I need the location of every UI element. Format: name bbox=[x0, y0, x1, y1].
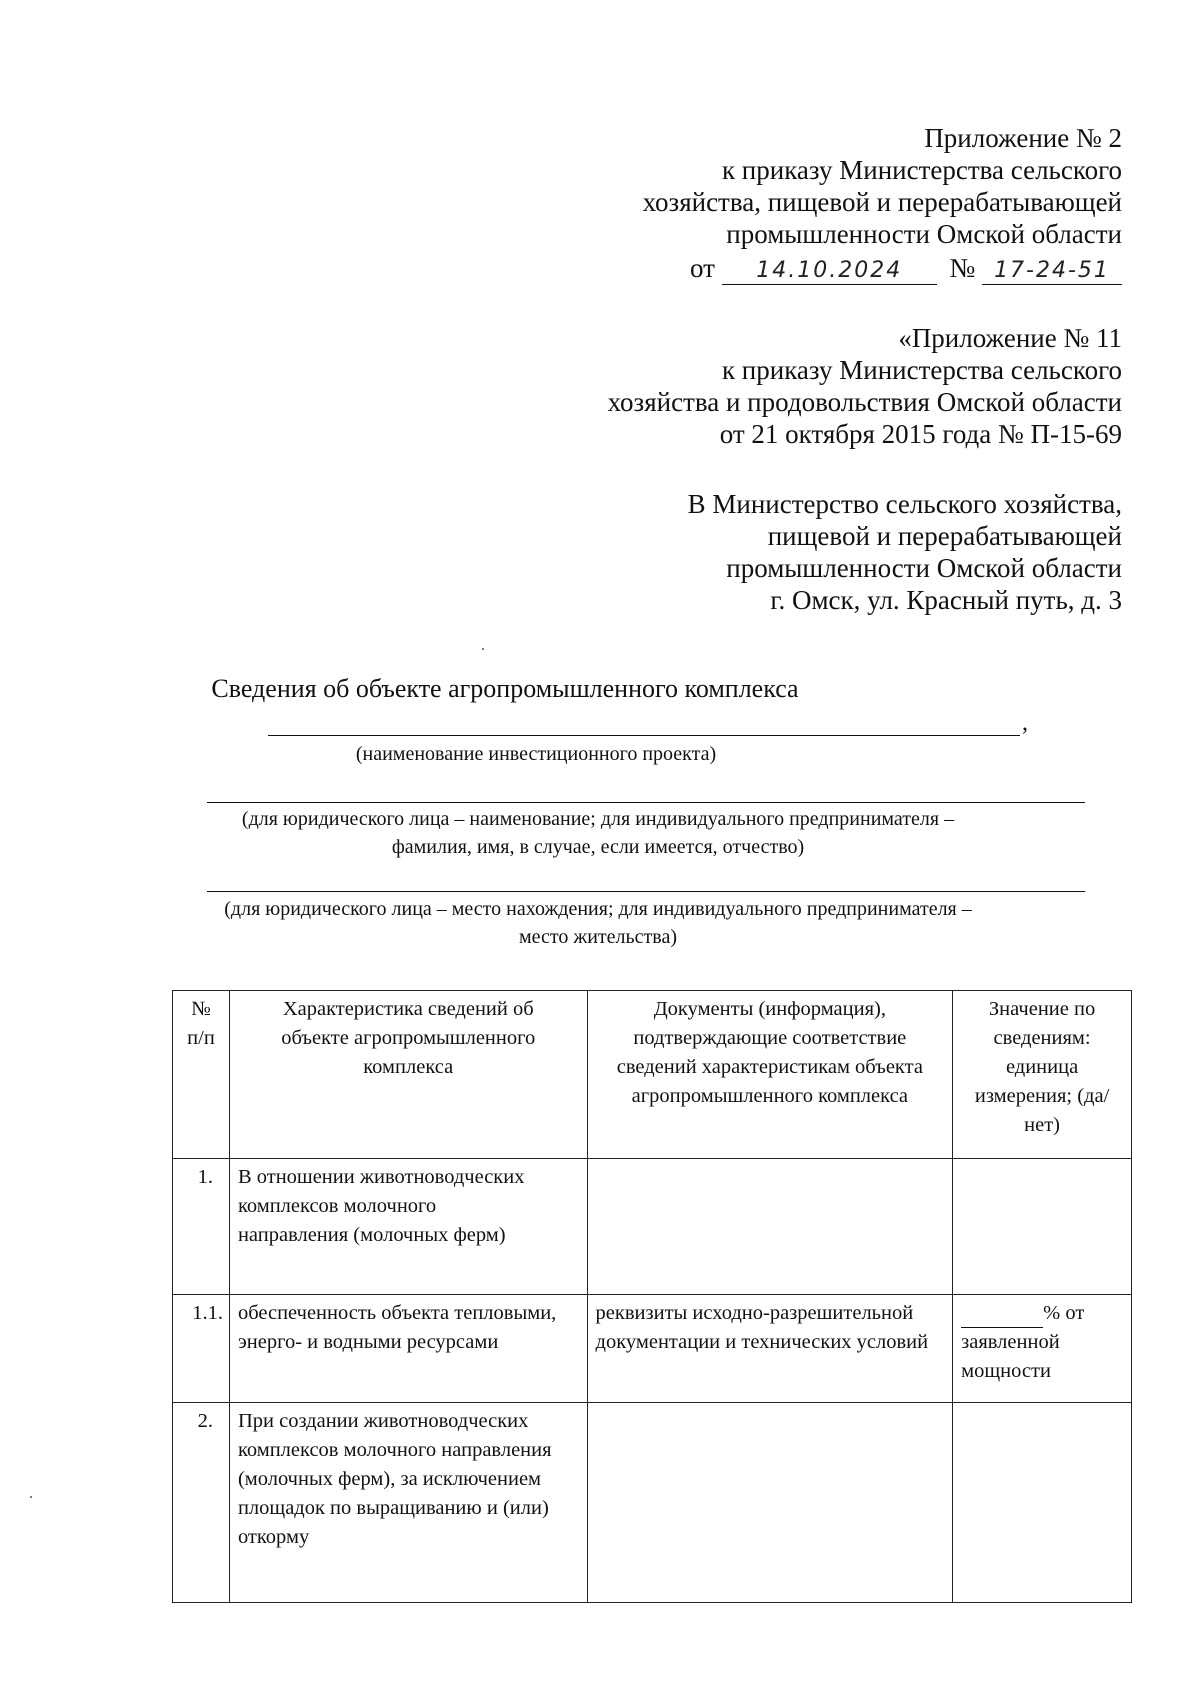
header-value: Значение по сведениям: единица измерения; (да/нет) bbox=[953, 991, 1132, 1159]
row-characteristic: В отношении животноводческих комплексов молочного направления (молочных ферм) bbox=[229, 1159, 587, 1295]
entity-address-caption-2: место жительства) bbox=[519, 926, 677, 948]
form-title: Сведения об объекте агропромышленного комплекса bbox=[211, 674, 799, 703]
table-row bbox=[173, 1295, 1132, 1403]
appendix11-header bbox=[608, 322, 1122, 450]
row-value bbox=[953, 1159, 1132, 1295]
value-suffix: % от заявленной мощности bbox=[961, 1302, 1085, 1382]
row-value bbox=[953, 1403, 1132, 1603]
entity-name-line bbox=[207, 802, 1085, 803]
row-documents bbox=[587, 1403, 953, 1603]
row-value bbox=[953, 1295, 1132, 1403]
addressee-line: В Министерство сельского хозяйства, bbox=[687, 489, 1122, 519]
appendix-line: к приказу Министерства сельского bbox=[721, 155, 1122, 185]
project-name-caption: (наименование инвестиционного проекта) bbox=[355, 743, 717, 765]
order-date-number bbox=[643, 252, 1122, 285]
appendix11-title: «Приложение № 11 bbox=[898, 323, 1122, 353]
row-documents: реквизиты исходно-разрешительной документации и технических условий bbox=[587, 1295, 953, 1403]
addressee-line: г. Омск, ул. Красный путь, д. 3 bbox=[770, 585, 1122, 615]
order-date-field bbox=[722, 255, 937, 285]
percent-blank bbox=[961, 1307, 1043, 1328]
entity-address-line bbox=[207, 891, 1085, 892]
row-number: 1. bbox=[173, 1159, 230, 1295]
addressee-line: пищевой и перерабатывающей bbox=[767, 521, 1122, 551]
table-header-row bbox=[173, 991, 1132, 1159]
entity-address-caption-1: (для юридического лица – место нахождения; для индивидуального предпринимателя – bbox=[224, 898, 972, 920]
appendix11-line: хозяйства и продовольствия Омской области bbox=[607, 387, 1122, 417]
date-prefix: от bbox=[690, 253, 715, 283]
scan-speck bbox=[30, 1496, 32, 1498]
addressee-block bbox=[688, 488, 1122, 616]
order-number-handwritten: 17-24-51 bbox=[994, 258, 1110, 283]
row-documents bbox=[587, 1159, 953, 1295]
scan-speck bbox=[482, 648, 484, 650]
project-name-comma: , bbox=[1022, 710, 1028, 736]
appendix-line: хозяйства, пищевой и перерабатывающей bbox=[642, 187, 1122, 217]
appendix-line: промышленности Омской области bbox=[726, 219, 1122, 249]
header-number: № п/п bbox=[173, 991, 230, 1159]
order-date-handwritten: 14.10.2024 bbox=[756, 258, 903, 283]
table-row bbox=[173, 1159, 1132, 1295]
appendix-header bbox=[643, 122, 1122, 285]
appendix11-line: к приказу Министерства сельского bbox=[721, 355, 1122, 385]
header-characteristic: Характеристика сведений об объекте агропромышленного комплекса bbox=[229, 991, 587, 1159]
order-number-field bbox=[982, 255, 1122, 285]
table-row bbox=[173, 1403, 1132, 1603]
header-documents: Документы (информация), подтверждающие соответствие сведений характеристикам объекта агропромышленного комплекса bbox=[587, 991, 953, 1159]
appendix-title: Приложение № 2 bbox=[924, 123, 1122, 153]
row-number: 2. bbox=[173, 1403, 230, 1603]
project-name-line bbox=[268, 735, 1020, 736]
entity-name-caption-2: фамилия, имя, в случае, если имеется, отчество) bbox=[391, 836, 805, 858]
entity-name-caption-1: (для юридического лица – наименование; для индивидуального предпринимателя – bbox=[241, 808, 955, 830]
row-number: 1.1. bbox=[173, 1295, 230, 1403]
appendix11-line: от 21 октября 2015 года № П-15-69 bbox=[719, 419, 1122, 449]
row-characteristic: обеспеченность объекта тепловыми, энерго- и водными ресурсами bbox=[229, 1295, 587, 1403]
number-prefix: № bbox=[949, 253, 976, 283]
characteristics-table bbox=[172, 990, 1132, 1603]
row-characteristic: При создании животноводческих комплексов молочного направления (молочных ферм), за исключением площадок по выращиванию и (или) откорму bbox=[229, 1403, 587, 1603]
addressee-line: промышленности Омской области bbox=[726, 553, 1122, 583]
